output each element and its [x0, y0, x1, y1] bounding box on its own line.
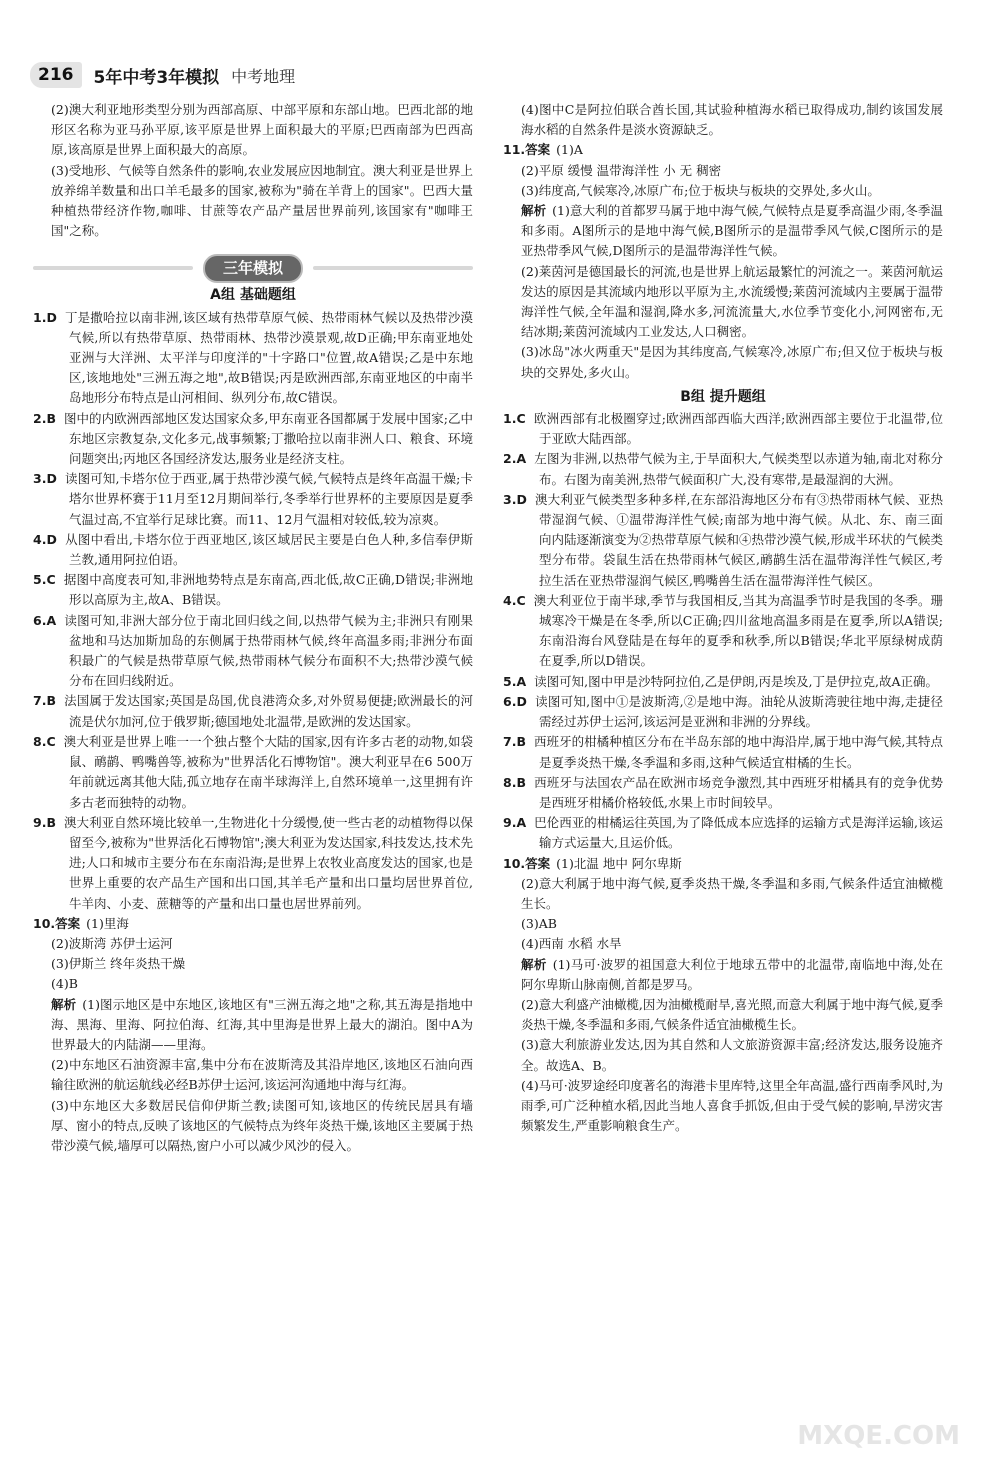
analysis-text: (1)图示地区是中东地区,该地区有"三洲五海之地"之称,其五海是指地中海、黑海、里海、阿拉伯海、红海,其中里海是世界上最大的湖泊。图中A为世界最大的内陆湖——里海。	[51, 996, 473, 1052]
answer-text: 从图中看出,卡塔尔位于西亚地区,该区域居民主要是白色人种,多信奉伊斯兰教,通用阿拉伯语。	[64, 531, 473, 568]
paragraph: (3)受地形、气候等自然条件的影响,农业发展应因地制宜。澳大利亚是世界上放养绵羊数量和出口羊毛最多的国家,被称为"骑在羊背上的国家"。巴西大量种植热带经济作物,咖啡、甘蔗等农产品产量居世界前列,该国家有"咖啡王国"之称。	[51, 162, 473, 239]
answer-item	[503, 813, 943, 853]
answer-line: (3)AB	[521, 916, 557, 932]
answer-number: 9.B	[33, 814, 56, 830]
answer-line: (1)A	[556, 142, 583, 158]
answer-line: (1)北温 地中 阿尔卑斯	[556, 855, 682, 871]
q10-answer-head	[33, 914, 473, 934]
answer-item	[33, 409, 473, 470]
section-banner-label: 三年模拟	[203, 254, 303, 282]
answer-number: 6.D	[503, 693, 527, 709]
paragraph: (4)图中C是阿拉伯联合酋长国,其试验种植海水稻已取得成功,制约该国发展海水稻的自然条件是淡水资源缺乏。	[521, 102, 943, 138]
answer-text: 读图可知,非洲大部分位于南北回归线之间,以热带气候为主;非洲只有刚果盆地和马达加斯加岛的东侧属于热带雨林气候,终年高温多雨;非洲分布面积最广的气候是热带草原气候,热带雨林气候分布面积不大;热带沙漠气候分布在回归线附近。	[64, 612, 473, 689]
paragraph: (2)澳大利亚地形类型分别为西部高原、中部平原和东部山地。巴西北部的地形区名称为亚马孙平原,该平原是世界上面积最大的平原;巴西南部为巴西高原,该高原是世界上面积最大的高原。	[51, 102, 473, 158]
answer-number: 4.D	[33, 531, 57, 547]
answer-text: 巴伦西亚的柑橘运往英国,为了降低成本应选择的运输方式是海洋运输,该运输方式运量大,且运价低。	[534, 815, 943, 851]
q10b-answer-head	[503, 854, 943, 874]
analysis-line: (2)莱茵河是德国最长的河流,也是世界上航运最繁忙的河流之一。莱茵河航运发达的原因是其流域内地形以平原为主,水流缓慢;莱茵河流域内主要属于温带海洋性气候,全年温和湿润,降水多,河流流量大,水位季节变化小,河网密布,无结冰期;莱茵河流域内工业发达,人口稠密。	[521, 263, 943, 340]
answer-item	[503, 449, 943, 489]
analysis-tag: 解析	[521, 956, 547, 972]
answer-tag: 10.答案	[503, 855, 551, 871]
answer-list-a	[33, 308, 473, 914]
answer-number: 2.B	[33, 410, 56, 426]
answer-number: 1.C	[503, 411, 526, 427]
right-column	[503, 100, 943, 1136]
group-a-title: A组 基础题组	[210, 287, 296, 304]
answer-item	[503, 773, 943, 813]
answer-number: 1.D	[33, 309, 57, 325]
answer-item	[33, 530, 473, 570]
analysis-line: (3)意大利旅游业发达,因为其自然和人文旅游资源丰富;经济发达,服务设施齐全。故选A、B。	[521, 1037, 943, 1073]
answer-number: 4.C	[503, 592, 526, 608]
answer-item	[503, 591, 943, 672]
answer-text: 丁是撒哈拉以南非洲,该区域有热带草原气候、热带雨林气候以及热带沙漠气候,所以有热带草原、热带雨林、热带沙漠景观,故D正确;甲东南亚地处亚洲与大洋洲、太平洋与印度洋的"十字路口"位置,故A错误;乙是中东地区,该地地处"三洲五海之地",故B错误;丙是欧洲西部,东南亚地区的中南半岛地形分布特点是山河相间、纵列分布,故C错误。	[64, 309, 473, 406]
answer-item	[33, 813, 473, 914]
watermark: MXQE.COM	[797, 1421, 960, 1451]
answer-item	[33, 611, 473, 692]
q11-answer-head	[503, 140, 943, 160]
answer-line: (1)里海	[86, 915, 129, 931]
answer-text: 澳大利亚是世界上唯一一个独占整个大陆的国家,因有许多古老的动物,如袋鼠、鸸鹋、鸭嘴兽等,被称为"世界活化石博物馆"。澳大利亚早在6 500万年前就远离其他大陆,孤立地存在南半球海洋上,自然环境单一,这里拥有许多古老而独特的动物。	[63, 733, 473, 810]
banner-rule	[33, 266, 193, 270]
answer-item	[503, 732, 943, 772]
group-b-title: B组 提升题组	[680, 388, 766, 405]
answer-item	[33, 570, 473, 610]
page-header	[30, 55, 970, 95]
answer-item	[503, 672, 943, 692]
answer-item	[33, 469, 473, 530]
section-banner	[33, 255, 473, 281]
answer-number: 2.A	[503, 451, 527, 467]
analysis-line	[503, 955, 943, 995]
answer-line: (3)纬度高,气候寒冷,冰原广布;位于板块与板块的交界处,多火山。	[521, 182, 880, 198]
answer-text: 读图可知,图中甲是沙特阿拉伯,乙是伊朗,丙是埃及,丁是伊拉克,故A正确。	[534, 673, 939, 689]
answer-item	[33, 732, 473, 813]
answer-number: 5.A	[503, 673, 527, 689]
answer-text: 澳大利亚位于南半球,季节与我国相反,当其为高温季节时是我国的冬季。珊城寒冷干燥是在冬季,所以C正确;四川盆地高温多雨是在夏季,所以A错误;东南沿海台风登陆是在每年的夏季和秋季,所以B错误;华北平原绿树成荫在夏季,所以D错误。	[533, 592, 943, 669]
subject-label: 中考地理	[231, 66, 296, 86]
answer-tag: 10.答案	[33, 915, 81, 931]
answer-item	[33, 691, 473, 731]
analysis-line: (3)中东地区大多数居民信仰伊斯兰教;读图可知,该地区的传统民居具有墙厚、窗小的特点,反映了该地区的气候特点为终年炎热干燥,该地区主要属于热带沙漠气候,墙厚可以隔热,窗户小可以减少风沙的侵入。	[51, 1097, 473, 1153]
answer-text: 澳大利亚自然环境比较单一,生物进化十分缓慢,使一些古老的动植物得以保留至今,被称为"世界活化石博物馆";澳大利亚为发达国家,科技发达,技术先进;人口和城市主要分布在东南沿海;是世界上农牧业高度发达的国家,也是世界上重要的农产品生产国和出口国,其羊毛产量和出口量均居世界首位,牛羊肉、小麦、蔗糖等的产量和出口量也居世界前列。	[63, 814, 473, 911]
answer-item	[503, 409, 943, 449]
answer-text: 欧洲西部有北极圈穿过;欧洲西部西临大西洋;欧洲西部主要位于北温带,位于亚欧大陆西部。	[533, 411, 943, 447]
answer-text: 澳大利亚气候类型多种多样,在东部沿海地区分布有③热带雨林气候、亚热带湿润气候、①温带海洋性气候;南部为地中海气候。从北、东、南三面向内陆逐渐演变为②热带草原气候和④热带沙漠气候,形成半环状的气候类型分布带。袋鼠生活在热带雨林气候区,鸸鹋生活在温带海洋性气候区,考拉生活在亚热带湿润气候区,鸭嘴兽生活在温带海洋性气候区。	[534, 491, 943, 588]
answer-text: 据图中高度表可知,非洲地势特点是东南高,西北低,故C正确,D错误;非洲地形以高原为主,故A、B错误。	[63, 572, 473, 608]
analysis-line: (3)冰岛"冰火两重天"是因为其纬度高,气候寒冷,冰原广布;但又位于板块与板块的交界处,多火山。	[521, 344, 943, 380]
answer-number: 3.D	[503, 491, 527, 507]
answer-line: (2)波斯湾 苏伊士运河	[51, 935, 173, 951]
answer-line: (4)B	[51, 976, 78, 992]
answer-text: 读图可知,图中①是波斯湾,②是地中海。油轮从波斯湾驶往地中海,走捷径需经过苏伊士运河,该运河是亚洲和非洲的分界线。	[534, 693, 943, 730]
answer-number: 3.D	[33, 471, 57, 487]
answer-item	[503, 490, 943, 591]
answer-line: (2)意大利属于地中海气候,夏季炎热干燥,冬季温和多雨,气候条件适宜油橄榄生长。	[521, 875, 943, 911]
answer-number: 8.C	[33, 733, 56, 749]
analysis-line: (4)马可·波罗途经印度著名的海港卡里库特,这里全年高温,盛行西南季风时,为雨季,可广泛种植水稻,因此当地人喜食手抓饭,但由于受气候的影响,旱涝灾害频繁发生,严重影响粮食生产。	[521, 1077, 943, 1134]
answer-text: 图中的内欧洲西部地区发达国家众多,甲东南亚各国都属于发展中国家;乙中东地区宗教复杂,文化多元,战事频繁;丁撒哈拉以南非洲人口、粮食、环境问题突出;丙地区各国经济发达,服务业是经济支柱。	[63, 410, 473, 467]
answer-list-b	[503, 409, 943, 853]
answer-tag: 11.答案	[503, 142, 551, 158]
answer-item	[503, 692, 943, 732]
answer-text: 西班牙与法国农产品在欧洲市场竞争激烈,其中西班牙柑橘具有的竞争优势是西班牙柑橘价格较低,水果上市时间较早。	[533, 774, 943, 810]
answer-number: 5.C	[33, 572, 56, 588]
analysis-line	[503, 201, 943, 262]
analysis-line	[33, 995, 473, 1056]
answer-item	[33, 308, 473, 409]
left-column	[33, 100, 473, 1156]
answer-number: 7.B	[503, 734, 526, 750]
answer-text: 左图为非洲,以热带气候为主,于旱面积大,气候类型以赤道为轴,南北对称分布。右图为南美洲,热带气候面积广大,没有寒带,是最湿润的大洲。	[534, 451, 943, 487]
answer-number: 8.B	[503, 774, 526, 790]
analysis-line: (2)意大利盛产油橄榄,因为油橄榄耐旱,喜光照,而意大利属于地中海气候,夏季炎热干燥,冬季温和多雨,气候条件适宜油橄榄生长。	[521, 996, 943, 1033]
answer-text: 西班牙的柑橘种植区分布在半岛东部的地中海沿岸,属于地中海气候,其特点是夏季炎热干燥,冬季温和多雨,这种气候适宜柑橘的生长。	[533, 734, 943, 770]
answer-number: 7.B	[33, 693, 56, 709]
analysis-text: (1)意大利的首都罗马属于地中海气候,气候特点是夏季高温少雨,冬季温和多雨。A图所示的是地中海气候,B图所示的是温带季风气候,C图所示的是亚热带季风气候,D图所示的是温带海洋性气候。	[521, 203, 943, 259]
answer-number: 6.A	[33, 612, 57, 628]
analysis-text: (1)马可·波罗的祖国意大利位于地球五带中的北温带,南临地中海,处在阿尔卑斯山脉南侧,首都是罗马。	[521, 956, 943, 992]
banner-rule	[313, 266, 473, 270]
answer-number: 9.A	[503, 815, 527, 831]
analysis-tag: 解析	[51, 996, 77, 1012]
answer-line: (2)平原 缓慢 温带海洋性 小 无 稠密	[521, 162, 722, 178]
answer-line: (3)伊斯兰 终年炎热干燥	[51, 956, 186, 972]
analysis-tag: 解析	[521, 203, 547, 219]
page-number: 216	[30, 62, 82, 88]
answer-text: 读图可知,卡塔尔位于西亚,属于热带沙漠气候,气候特点是终年高温干燥;卡塔尔世界杯赛于11月至12月期间举行,冬季举行世界杯的主要原因是夏季气温过高,不宜举行足球比赛。而11、12月气温相对较低,较为凉爽。	[64, 471, 473, 527]
book-title: 5年中考3年模拟	[93, 67, 220, 88]
analysis-line: (2)中东地区石油资源丰富,集中分布在波斯湾及其沿岸地区,该地区石油向西输往欧洲的航运航线必经B苏伊士运河,该运河沟通地中海与红海。	[51, 1057, 473, 1093]
answer-text: 法国属于发达国家;英国是岛国,优良港湾众多,对外贸易便捷;欧洲最长的河流是伏尔加河,位于俄罗斯;德国地处北温带,是欧洲的发达国家。	[63, 693, 473, 729]
answer-line: (4)西南 水稻 水旱	[521, 936, 622, 952]
